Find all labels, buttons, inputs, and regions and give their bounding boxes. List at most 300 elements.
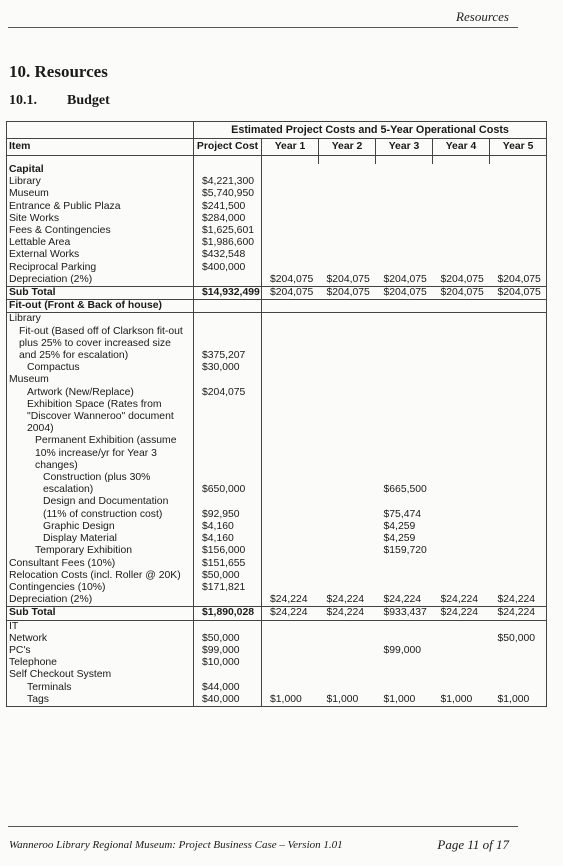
year-4-cell — [433, 313, 490, 326]
row-label: Entrance & Public Plaza — [7, 201, 194, 213]
project-cost-cell — [194, 374, 262, 386]
subsection-title: Budget — [67, 93, 110, 108]
year-4-cell — [433, 472, 490, 496]
column-header-row — [7, 139, 547, 156]
year-2-cell: $24,224 — [326, 594, 365, 606]
row-label: Lettable Area — [7, 237, 194, 249]
year-5-cell — [490, 669, 547, 681]
col-header-item: Item — [7, 139, 194, 156]
year-1-cell: $24,224 — [262, 607, 319, 620]
year-1-cell — [262, 682, 319, 694]
table-row — [7, 249, 547, 261]
year-3-cell — [376, 582, 433, 594]
year-5-cell — [490, 682, 547, 694]
row-label: Self Checkout System — [7, 669, 194, 681]
year-1-cell: $1,000 — [262, 694, 319, 707]
year-3-cell — [376, 262, 433, 274]
table-row — [7, 156, 547, 165]
year-3-cell — [376, 326, 433, 363]
year-2-cell — [319, 657, 376, 669]
year-3-cell — [376, 435, 433, 472]
project-cost-cell: $171,821 — [194, 582, 262, 594]
year-2-cell — [319, 201, 376, 213]
year-1-cell — [262, 374, 319, 386]
year-3-cell — [376, 620, 433, 633]
year-3-cell: $99,000 — [383, 644, 422, 656]
year-1-cell — [262, 249, 319, 261]
year-4-cell: $24,224 — [433, 607, 490, 620]
table-row — [7, 237, 547, 249]
super-header-row — [7, 122, 547, 139]
year-2-cell — [319, 249, 376, 261]
year-5-cell: $204,075 — [490, 274, 547, 287]
budget-table — [6, 121, 547, 707]
year-2-cell — [319, 570, 376, 582]
footer-rule — [8, 826, 518, 827]
project-cost-cell: $50,000 — [194, 570, 262, 582]
year-3-cell: $204,075 — [376, 287, 433, 300]
project-cost-cell: $375,207 — [194, 326, 262, 363]
col-header-year-3: Year 3 — [376, 139, 433, 156]
project-cost-cell: $151,655 — [194, 558, 262, 570]
year-3-cell — [376, 570, 433, 582]
year-2-cell — [319, 533, 376, 545]
project-cost-cell: $30,000 — [194, 362, 262, 374]
year-1-cell — [262, 164, 319, 176]
year-5-cell — [490, 326, 547, 363]
year-3-cell — [376, 374, 433, 386]
year-4-cell — [433, 326, 490, 363]
table-row — [7, 188, 547, 200]
year-5-cell — [490, 237, 547, 249]
year-3-cell — [376, 387, 433, 399]
row-label: Site Works — [7, 213, 194, 225]
year-2-cell — [319, 496, 376, 520]
year-5-cell — [490, 300, 547, 313]
section-heading: 10. Resources — [9, 62, 108, 81]
year-4-cell: $204,075 — [440, 273, 484, 285]
year-5-cell — [490, 620, 547, 633]
project-cost-cell: $156,000 — [194, 545, 262, 557]
row-label: Graphic Design — [7, 521, 194, 533]
year-5-cell: $24,224 — [490, 607, 547, 620]
year-5-cell — [490, 213, 547, 225]
year-5-cell — [490, 472, 547, 496]
year-4-cell — [433, 188, 490, 200]
table-row — [7, 682, 547, 694]
year-2-cell — [319, 387, 376, 399]
table-row — [7, 201, 547, 213]
year-1-cell — [262, 496, 319, 520]
row-label: Telephone — [7, 657, 194, 669]
year-5-cell — [490, 533, 547, 545]
year-5-cell — [490, 201, 547, 213]
table-row — [7, 313, 547, 326]
year-4-cell — [433, 387, 490, 399]
year-2-cell — [319, 669, 376, 681]
year-2-cell — [319, 213, 376, 225]
project-cost-cell: $99,000 — [194, 645, 262, 657]
year-5-cell — [490, 496, 547, 520]
row-label: Library — [7, 176, 194, 188]
year-4-cell — [433, 582, 490, 594]
row-label: Depreciation (2%) — [7, 594, 194, 607]
year-4-cell — [433, 213, 490, 225]
year-3-cell — [376, 164, 433, 176]
year-5-cell — [490, 570, 547, 582]
year-2-cell — [319, 645, 376, 657]
year-5-cell — [490, 374, 547, 386]
project-cost-cell: $92,950 — [194, 496, 262, 520]
col-header-year-4: Year 4 — [433, 139, 490, 156]
year-1-cell — [262, 300, 319, 313]
year-5-cell — [490, 176, 547, 188]
year-4-cell — [433, 176, 490, 188]
year-2-cell — [319, 362, 376, 374]
project-cost-cell — [194, 620, 262, 633]
project-cost-cell: $4,160 — [194, 533, 262, 545]
project-cost-cell: $284,000 — [194, 213, 262, 225]
row-label: Permanent Exhibition (assume 10% increase/yr for Year 3 changes) — [7, 435, 194, 472]
year-1-cell — [262, 362, 319, 374]
row-label: Capital — [7, 164, 194, 176]
year-3-cell: $75,474 — [383, 508, 422, 520]
year-4-cell — [433, 521, 490, 533]
table-row — [7, 262, 547, 274]
table-row — [7, 570, 547, 582]
year-4-cell — [433, 435, 490, 472]
table-row — [7, 620, 547, 633]
year-5-cell — [490, 188, 547, 200]
year-1-cell: $204,075 — [262, 274, 319, 287]
table-row — [7, 558, 547, 570]
year-2-cell — [319, 521, 376, 533]
year-3-cell — [376, 300, 433, 313]
project-cost-cell: $14,932,499 — [194, 287, 262, 300]
year-4-cell — [433, 645, 490, 657]
year-4-cell — [433, 201, 490, 213]
header-rule — [8, 27, 518, 28]
year-3-cell — [376, 213, 433, 225]
year-4-cell — [433, 570, 490, 582]
year-5-cell — [490, 313, 547, 326]
row-label: Depreciation (2%) — [7, 274, 194, 287]
year-2-cell: $24,224 — [319, 607, 376, 620]
year-3-cell: $1,000 — [376, 694, 433, 707]
year-2-cell — [319, 682, 376, 694]
row-label: Museum — [7, 188, 194, 200]
year-4-cell — [433, 237, 490, 249]
row-label: Network — [7, 633, 194, 645]
year-3-cell — [376, 399, 433, 436]
table-row — [7, 176, 547, 188]
year-4-cell — [433, 633, 490, 645]
year-5-cell — [490, 645, 547, 657]
year-3-cell: $4,259 — [383, 520, 416, 532]
year-1-cell — [262, 176, 319, 188]
table-row — [7, 374, 547, 386]
year-4-cell — [433, 300, 490, 313]
year-2-cell — [319, 326, 376, 363]
footer-page-number: Page 11 of 17 — [437, 837, 509, 852]
running-header: Resources — [456, 9, 509, 24]
year-5-cell — [490, 249, 547, 261]
row-label: Exhibition Space (Rates from "Discover Wanneroo" document 2004) — [7, 399, 194, 436]
row-label: Reciprocal Parking — [7, 262, 194, 274]
year-1-cell — [262, 387, 319, 399]
year-5-cell: $204,075 — [490, 287, 547, 300]
project-cost-cell: $44,000 — [194, 682, 262, 694]
row-label: Design and Documentation (11% of construction cost) — [7, 496, 194, 520]
year-4-cell — [433, 533, 490, 545]
year-4-cell — [433, 399, 490, 436]
year-1-cell — [262, 657, 319, 669]
year-3-cell — [376, 201, 433, 213]
table-row — [7, 164, 547, 176]
year-4-cell — [433, 669, 490, 681]
year-2-cell: $1,000 — [319, 694, 376, 707]
col-header-year-5: Year 5 — [490, 139, 547, 156]
row-label: Tags — [7, 694, 194, 707]
year-1-cell — [262, 570, 319, 582]
project-cost-cell: $400,000 — [194, 262, 262, 274]
year-1-cell — [262, 633, 319, 645]
table-row — [7, 657, 547, 669]
year-4-cell — [433, 262, 490, 274]
table-row — [7, 225, 547, 237]
row-label: Contingencies (10%) — [7, 582, 194, 594]
year-5-cell — [490, 521, 547, 533]
row-label: External Works — [7, 249, 194, 261]
year-2-cell — [319, 582, 376, 594]
table-row — [7, 669, 547, 681]
year-1-cell — [262, 188, 319, 200]
year-5-cell — [490, 399, 547, 436]
year-1-cell: $204,075 — [262, 287, 319, 300]
row-label: Terminals — [7, 682, 194, 694]
table-row — [7, 435, 547, 472]
table-row — [7, 399, 547, 436]
table-row — [7, 496, 547, 520]
project-cost-cell: $4,160 — [194, 521, 262, 533]
year-3-cell — [376, 188, 433, 200]
year-3-cell: $159,720 — [383, 545, 427, 557]
year-5-cell: $24,224 — [490, 594, 547, 607]
table-row — [7, 300, 547, 313]
year-1-cell — [262, 225, 319, 237]
subsection-number: 10.1. — [9, 93, 37, 108]
year-1-cell: $24,224 — [262, 594, 319, 607]
year-1-cell — [262, 262, 319, 274]
year-3-cell — [376, 313, 433, 326]
year-2-cell — [319, 633, 376, 645]
table-row — [7, 533, 547, 545]
row-label: Artwork (New/Replace) — [7, 387, 194, 399]
year-2-cell — [319, 545, 376, 557]
year-2-cell — [319, 164, 376, 176]
row-label: Library — [7, 313, 194, 326]
year-4-cell — [433, 620, 490, 633]
project-cost-cell — [194, 300, 262, 313]
year-1-cell — [262, 313, 319, 326]
table-row — [7, 694, 547, 707]
year-3-cell: $24,224 — [383, 594, 422, 606]
year-4-cell: $24,224 — [440, 594, 479, 606]
project-cost-cell: $5,740,950 — [194, 188, 262, 200]
year-2-cell — [319, 225, 376, 237]
table-row — [7, 633, 547, 645]
project-cost-cell: $1,986,600 — [194, 237, 262, 249]
project-cost-cell: $1,890,028 — [194, 607, 262, 620]
table-row — [7, 521, 547, 533]
year-1-cell — [262, 472, 319, 496]
year-5-cell — [490, 657, 547, 669]
year-3-cell — [376, 633, 433, 645]
year-1-cell — [262, 620, 319, 633]
year-5-cell — [490, 558, 547, 570]
row-label: Consultant Fees (10%) — [7, 558, 194, 570]
year-2-cell — [319, 300, 376, 313]
year-4-cell — [433, 682, 490, 694]
year-4-cell — [433, 362, 490, 374]
year-5-cell — [490, 164, 547, 176]
year-4-cell — [433, 558, 490, 570]
year-5-cell — [490, 225, 547, 237]
row-label: Construction (plus 30% escalation) — [7, 472, 194, 496]
year-1-cell — [262, 521, 319, 533]
year-3-cell — [376, 682, 433, 694]
project-cost-cell — [194, 274, 262, 287]
table-row — [7, 274, 547, 287]
year-2-cell: $204,075 — [319, 287, 376, 300]
col-header-year-1: Year 1 — [262, 139, 319, 156]
project-cost-cell: $1,625,601 — [194, 225, 262, 237]
year-4-cell — [433, 374, 490, 386]
year-1-cell — [262, 237, 319, 249]
row-label: Temporary Exhibition — [7, 545, 194, 557]
year-4-cell — [433, 545, 490, 557]
project-cost-cell: $4,221,300 — [194, 176, 262, 188]
row-label: PC's — [7, 645, 194, 657]
year-1-cell — [262, 533, 319, 545]
year-5-cell: $50,000 — [490, 633, 547, 645]
row-label: Fit-out (Front & Back of house) — [7, 300, 194, 313]
row-label: IT — [7, 620, 194, 633]
year-2-cell — [319, 262, 376, 274]
year-5-cell — [490, 582, 547, 594]
project-cost-cell — [194, 435, 262, 472]
year-2-cell — [319, 399, 376, 436]
year-4-cell: $204,075 — [433, 287, 490, 300]
year-1-cell — [262, 213, 319, 225]
year-5-cell — [490, 435, 547, 472]
year-3-cell — [376, 237, 433, 249]
footer-document-title: Wanneroo Library Regional Museum: Project Business Case – Version 1.01 — [9, 839, 343, 851]
year-3-cell — [376, 249, 433, 261]
year-2-cell — [319, 237, 376, 249]
project-cost-cell: $241,500 — [194, 201, 262, 213]
super-header: Estimated Project Costs and 5-Year Operational Costs — [194, 122, 547, 139]
year-3-cell — [376, 657, 433, 669]
year-2-cell — [319, 472, 376, 496]
project-cost-cell — [194, 594, 262, 607]
year-2-cell: $204,075 — [326, 273, 370, 285]
year-4-cell — [433, 496, 490, 520]
year-1-cell — [262, 435, 319, 472]
year-1-cell — [262, 326, 319, 363]
year-3-cell: $665,500 — [383, 484, 427, 496]
table-row — [7, 387, 547, 399]
project-cost-cell: $40,000 — [194, 694, 262, 707]
year-5-cell — [490, 262, 547, 274]
table-row — [7, 594, 547, 607]
project-cost-cell — [194, 399, 262, 436]
year-1-cell — [262, 545, 319, 557]
year-1-cell — [262, 558, 319, 570]
year-5-cell — [490, 387, 547, 399]
project-cost-cell: $204,075 — [194, 387, 262, 399]
row-label: Display Material — [7, 533, 194, 545]
year-3-cell — [376, 176, 433, 188]
year-2-cell — [319, 313, 376, 326]
table-row — [7, 472, 547, 496]
year-5-cell: $1,000 — [490, 694, 547, 707]
table-row — [7, 287, 547, 300]
project-cost-cell — [194, 164, 262, 176]
year-4-cell — [433, 657, 490, 669]
year-4-cell — [433, 164, 490, 176]
col-header-year-2: Year 2 — [319, 139, 376, 156]
year-1-cell — [262, 399, 319, 436]
year-1-cell — [262, 201, 319, 213]
year-2-cell — [319, 188, 376, 200]
year-5-cell — [490, 545, 547, 557]
row-label: Sub Total — [7, 607, 194, 620]
col-header-project-cost: Project Cost — [194, 139, 262, 156]
project-cost-cell: $10,000 — [194, 657, 262, 669]
row-label: Museum — [7, 374, 194, 386]
year-3-cell — [376, 225, 433, 237]
row-label: Relocation Costs (incl. Roller @ 20K) — [7, 570, 194, 582]
year-1-cell — [262, 669, 319, 681]
year-3-cell — [376, 669, 433, 681]
year-2-cell — [319, 620, 376, 633]
year-3-cell — [376, 362, 433, 374]
year-3-cell: $204,075 — [383, 273, 427, 285]
year-2-cell — [319, 558, 376, 570]
year-4-cell: $1,000 — [433, 694, 490, 707]
year-4-cell — [433, 225, 490, 237]
year-4-cell — [433, 249, 490, 261]
subsection-heading — [9, 93, 110, 109]
year-3-cell — [376, 558, 433, 570]
year-3-cell: $4,259 — [383, 533, 416, 545]
row-label: Compactus — [7, 362, 194, 374]
year-1-cell — [262, 582, 319, 594]
project-cost-cell: $650,000 — [194, 472, 262, 496]
row-label: Fit-out (Based off of Clarkson fit-out plus 25% to cover increased size and 25% for escalation) — [7, 326, 194, 363]
project-cost-cell: $50,000 — [194, 633, 262, 645]
row-label: Sub Total — [7, 287, 194, 300]
table-row — [7, 645, 547, 657]
year-2-cell — [319, 435, 376, 472]
table-row — [7, 582, 547, 594]
table-row — [7, 607, 547, 620]
project-cost-cell: $432,548 — [194, 249, 262, 261]
table-row — [7, 545, 547, 557]
year-1-cell — [262, 645, 319, 657]
year-3-cell: $933,437 — [376, 607, 433, 620]
